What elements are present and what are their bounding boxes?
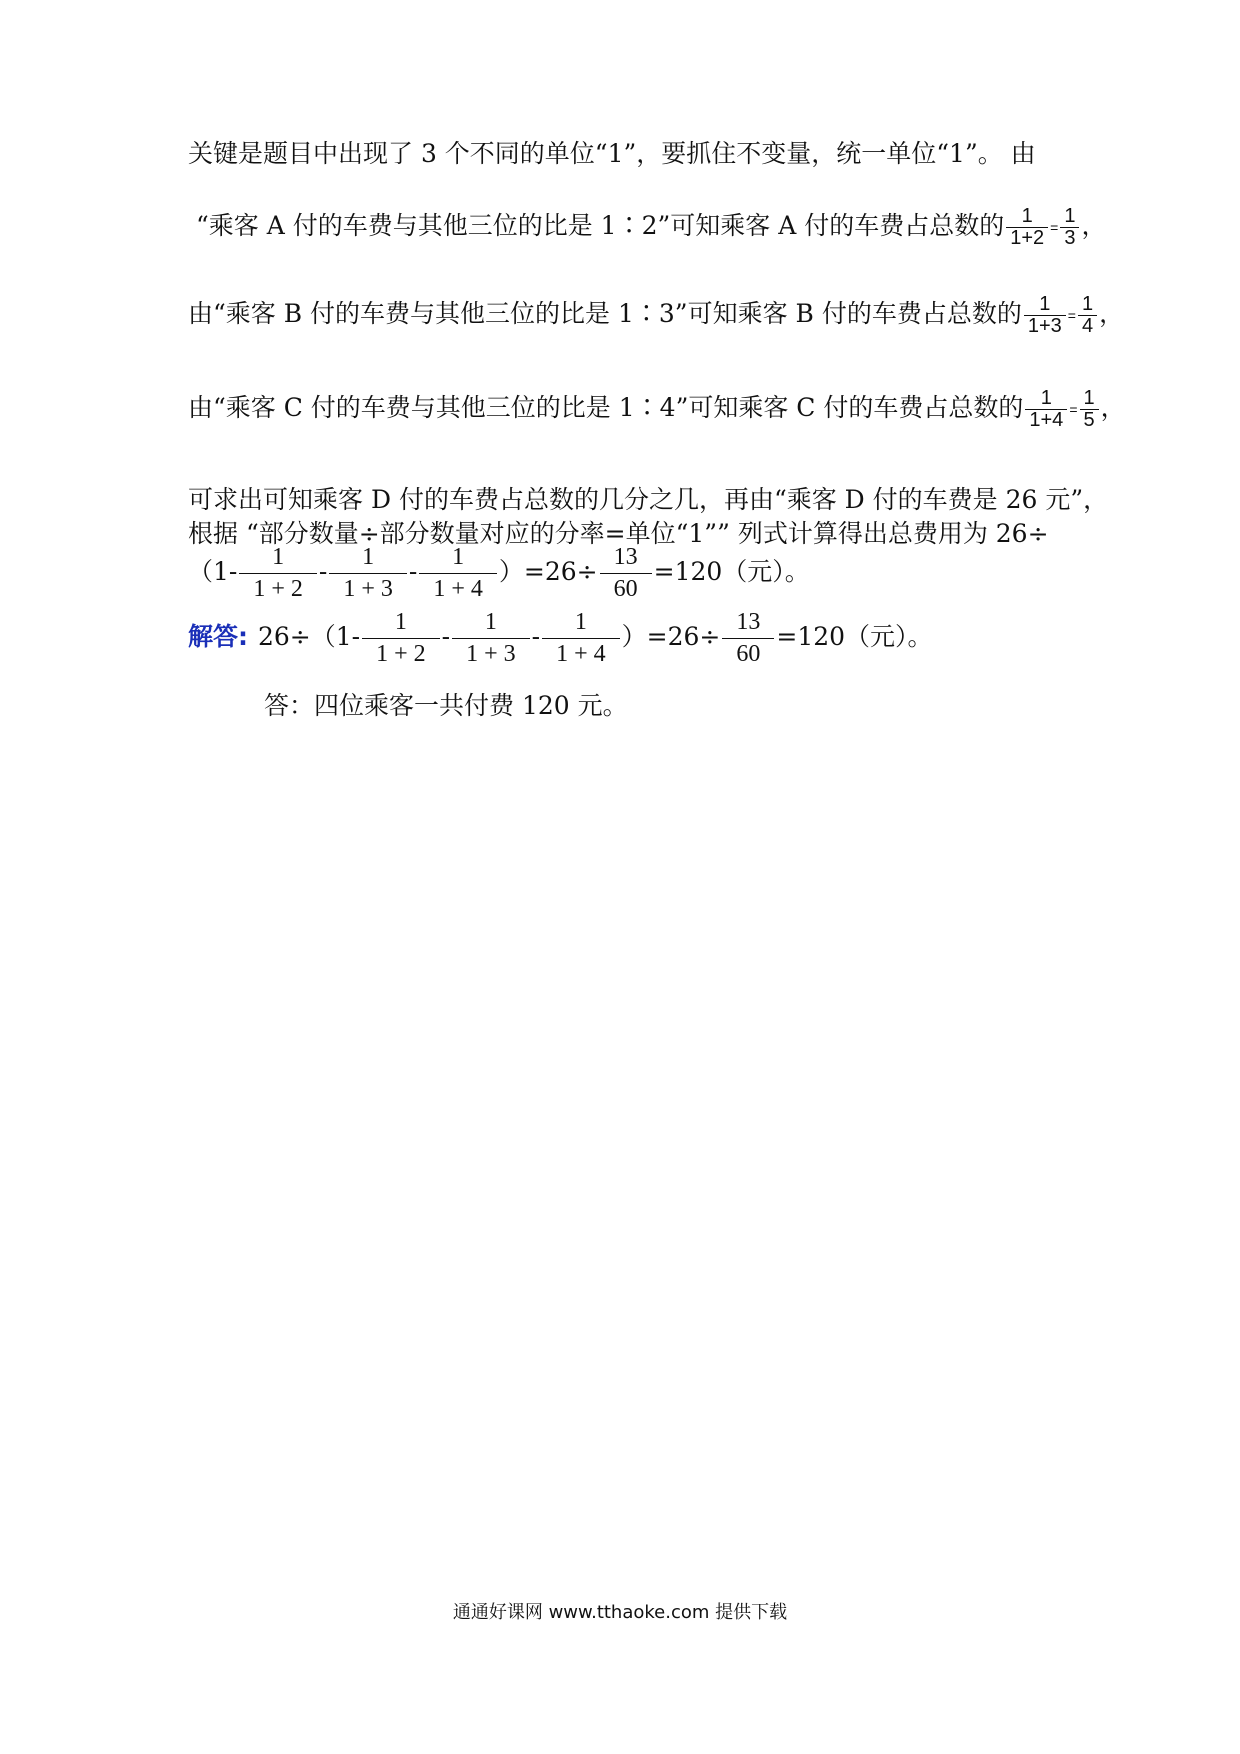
solution-fraction-2: $\frac{1}{1 + 3}$ [452,610,530,667]
footer-source: 通通好课网 www.tthaoke.com 提供下载 [452,1602,788,1623]
explanation-line-1 [188,134,1036,170]
formula-fraction-1: $\frac{1}{1 + 2}$ [239,545,317,602]
solution-line: 解答: 26÷（1- $\frac{1}{1 + 2}$ - $\frac{1}{1 + 3}$ - $\frac{1}{1 + 4}$ ）=26÷ $\frac{13}{60}$ =120（元）。 [188,609,933,668]
text: 由“乘客 B 付的车费与其他三位的比是 1∶3”可知乘客 B 付的车费占总数的 [188,299,1022,328]
formula-result-fraction: $\frac{13}{60}$ [600,545,652,602]
text: 关键是题目中出现了 3 个不同的单位“1”，要抓住不变量，统一单位“1”。 由 [188,139,1036,168]
explanation-line-4: 由“乘客 C 付的车费与其他三位的比是 1∶4”可知乘客 C 付的车费占总数的 $\frac{1}{1+4}$ = $\frac{1}{5}$ ， [188,387,1126,431]
answer-line [264,686,628,722]
solution-label: 解答: [188,622,248,652]
fraction-b: $\frac{1}{1+3}$ [1024,294,1066,337]
explanation-line-5 [188,480,1108,516]
explanation-formula: （1- $\frac{1}{1 + 2}$ - $\frac{1}{1 + 3}$ - $\frac{1}{1 + 4}$ ）=26÷ $\frac{13}{60}$ =120（元）。 [188,544,810,603]
text: 由“乘客 C 付的车费与其他三位的比是 1∶4”可知乘客 C 付的车费占总数的 [188,393,1024,422]
fraction-a-result: $\frac{1}{3}$ [1060,206,1079,249]
formula-fraction-3: $\frac{1}{1 + 4}$ [419,545,497,602]
fraction-a: $\frac{1}{1+2}$ [1006,206,1048,249]
explanation-line-3: 由“乘客 B 付的车费与其他三位的比是 1∶3”可知乘客 B 付的车费占总数的 $\frac{1}{1+3}$ = $\frac{1}{4}$ ， [188,293,1125,337]
fraction-c: $\frac{1}{1+4}$ [1025,388,1067,431]
text: 可求出可知乘客 D 付的车费占总数的几分之几，再由“乘客 D 付的车费是 26 元”， [188,485,1109,514]
fraction-c-result: $\frac{1}{5}$ [1080,388,1099,431]
solution-result-fraction: $\frac{13}{60}$ [722,610,774,667]
explanation-line-2: “乘客 A 付的车费与其他三位的比是 1∶2”可知乘客 A 付的车费占总数的 $\frac{1}{1+2}$ = $\frac{1}{3}$ ， [196,205,1107,249]
formula-fraction-2: $\frac{1}{1 + 3}$ [329,545,407,602]
fraction-b-result: $\frac{1}{4}$ [1078,294,1097,337]
solution-fraction-3: $\frac{1}{1 + 4}$ [542,610,620,667]
text: 根据 “部分数量÷部分数量对应的分率=单位“1”” 列式计算得出总费用为 26÷ [188,519,1049,548]
solution-fraction-1: $\frac{1}{1 + 2}$ [362,610,440,667]
text: “乘客 A 付的车费与其他三位的比是 1∶2”可知乘客 A 付的车费占总数的 [196,211,1005,240]
answer-text: 答：四位乘客一共付费 120 元。 [264,691,628,720]
